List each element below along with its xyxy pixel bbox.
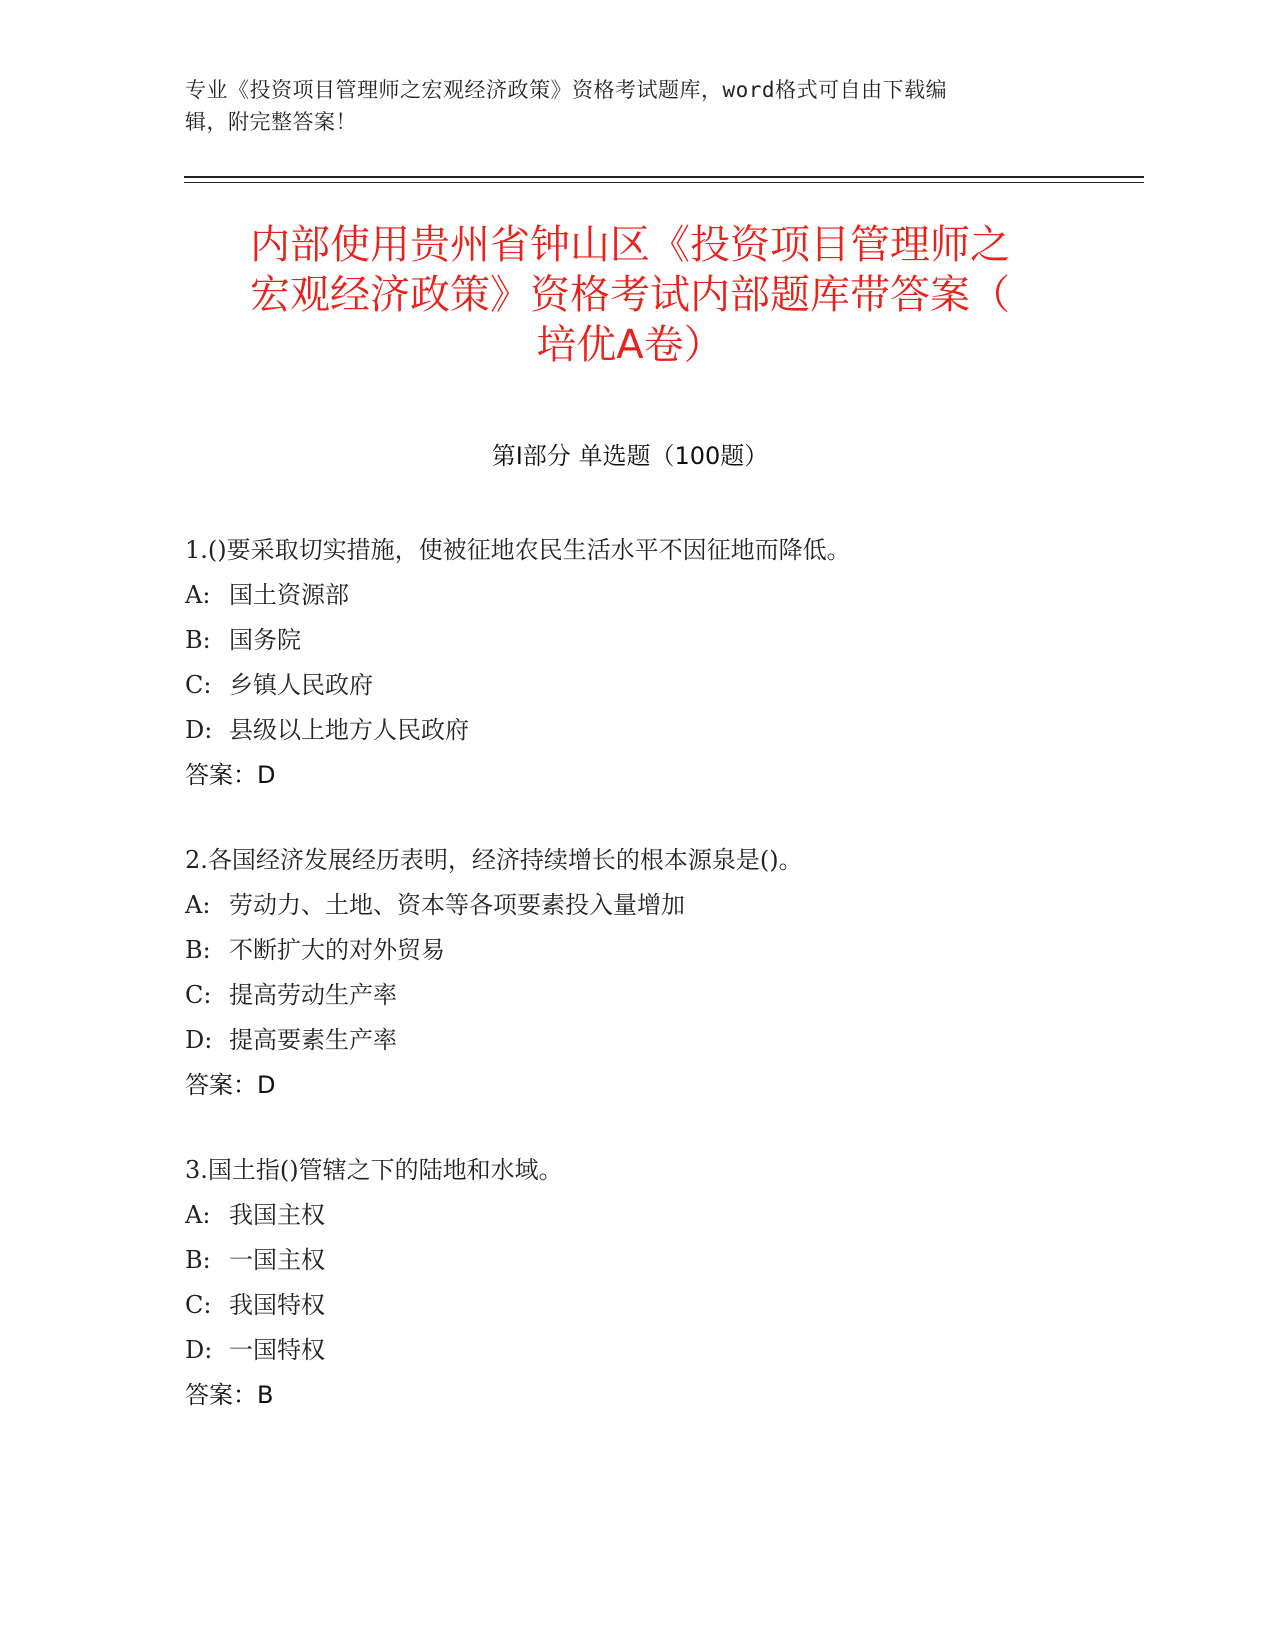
document-title-line-1: 内部使用贵州省钟山区《投资项目管理师之	[250, 222, 1010, 268]
option-c	[185, 1283, 1085, 1328]
header-note	[185, 74, 1065, 138]
answer: 答案：D	[185, 761, 276, 789]
option-label: B:	[185, 626, 211, 654]
answer: 答案：D	[185, 1071, 276, 1099]
option-label: D:	[185, 1336, 213, 1364]
document-title-line-3: 培优A卷）	[536, 322, 724, 368]
option-text: 一国主权	[229, 1246, 325, 1274]
question-list	[185, 528, 1085, 1458]
option-text: 国土资源部	[229, 581, 349, 609]
header-divider-thick	[184, 176, 1144, 178]
option-a	[185, 883, 1085, 928]
option-a	[185, 1193, 1085, 1238]
option-text: 提高劳动生产率	[229, 981, 397, 1009]
option-label: A:	[185, 1201, 211, 1229]
option-text: 一国特权	[229, 1336, 325, 1364]
option-label: D:	[185, 1026, 213, 1054]
document-title	[185, 220, 1075, 370]
option-d	[185, 1328, 1085, 1373]
option-b	[185, 1238, 1085, 1283]
option-text: 国务院	[229, 626, 301, 654]
option-text: 劳动力、土地、资本等各项要素投入量增加	[229, 891, 685, 919]
option-label: B:	[185, 936, 211, 964]
section-title: 第I部分 单选题（100题）	[491, 442, 769, 470]
option-b	[185, 928, 1085, 973]
option-a	[185, 573, 1085, 618]
option-label: A:	[185, 581, 211, 609]
question-2	[185, 838, 1085, 1108]
option-c	[185, 973, 1085, 1018]
option-label: A:	[185, 891, 211, 919]
option-text: 我国特权	[229, 1291, 325, 1319]
option-b	[185, 618, 1085, 663]
question-3	[185, 1148, 1085, 1418]
header-note-line-1: 专业《投资项目管理师之宏观经济政策》资格考试题库，word格式可自由下载编	[185, 78, 948, 102]
question-stem: 3.国土指()管辖之下的陆地和水域。	[185, 1156, 563, 1184]
question-stem: 2.各国经济发展经历表明，经济持续增长的根本源泉是()。	[185, 846, 803, 874]
question-stem: 1.()要采取切实措施，使被征地农民生活水平不因征地而降低。	[185, 536, 851, 564]
answer: 答案：B	[185, 1381, 274, 1409]
option-c	[185, 663, 1085, 708]
question-1	[185, 528, 1085, 798]
header-divider-thin	[184, 182, 1144, 183]
option-text: 我国主权	[229, 1201, 325, 1229]
document-title-line-2: 宏观经济政策》资格考试内部题库带答案（	[250, 272, 1010, 318]
option-text: 不断扩大的对外贸易	[229, 936, 445, 964]
option-label: C:	[185, 981, 212, 1009]
option-text: 县级以上地方人民政府	[229, 716, 469, 744]
option-label: C:	[185, 1291, 212, 1319]
option-label: C:	[185, 671, 212, 699]
option-label: B:	[185, 1246, 211, 1274]
option-text: 乡镇人民政府	[229, 671, 373, 699]
header-note-line-2: 辑，附完整答案！	[185, 110, 357, 134]
option-label: D:	[185, 716, 213, 744]
option-d	[185, 708, 1085, 753]
option-text: 提高要素生产率	[229, 1026, 397, 1054]
option-d	[185, 1018, 1085, 1063]
